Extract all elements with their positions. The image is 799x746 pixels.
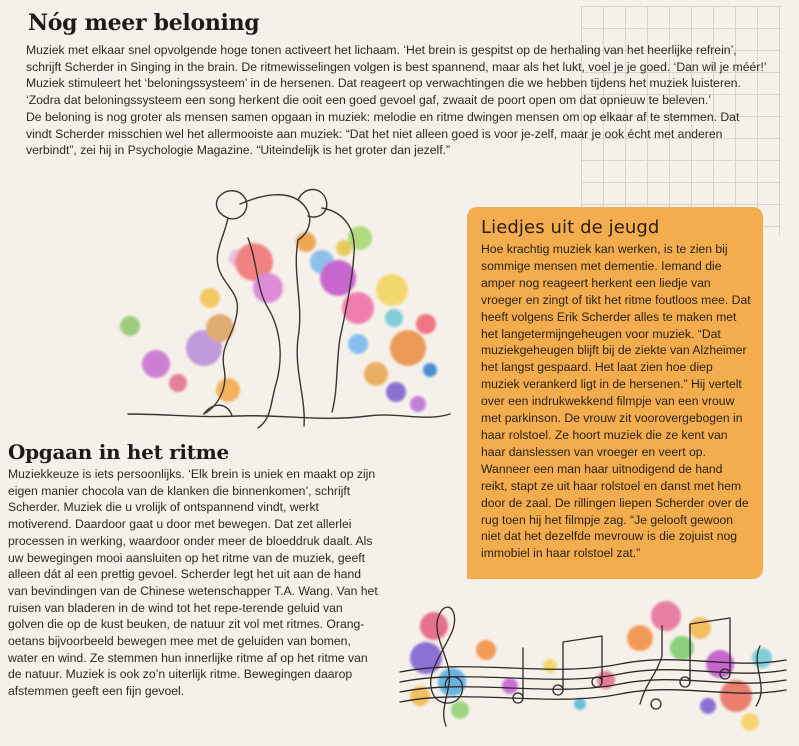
- dancing-couple-illustration: [108, 178, 453, 443]
- heading-opgaan-in-het-ritme: Opgaan in het ritme: [8, 440, 229, 464]
- music-notes-illustration: [390, 586, 790, 746]
- body-text-ritme: Muziekkeuze is iets persoonlijks. ‘Elk brein is uniek en maakt op zijn eigen manier chocola van de klanken die binnenkomen’, schrijft Scherder. Muziek die u vrolijk of ontspannend vindt, werkt motiverend. Daardoor gaat u door met bewegen. Dat zet allerlei processen in werking, waardoor onder meer de bloeddruk daalt. Als uw bewegingen mooi aansluiten op het ritme van de muziek, geeft alleen dát al een prettig gevoel. Scherder legt het uit aan de hand van bevindingen van de Chinese wetenschapper T.A. Wang. Van het ruisen van bladeren in de wind tot het repe-terende geluid van golven die op de kust beuken, de natuur zit vol met ritmes. Orang-oetans bijvoorbeeld bewegen mee met de geluiden van bomen, water en wind. Ze stemmen hun innerlijke ritme af op het ritme van de natuur. Muziek is ook zo’n uiterlijk ritme. Bewegingen daarop afstemmen geeft een fijn gevoel.: [8, 467, 378, 699]
- paragraph-beloning-2: De beloning is nog groter als mensen samen opgaan in muziek: melodie en ritme dwingen mensen om op elkaar af te stemmen. Dat vindt Scherder misschien wel het allermooiste aan muziek: “Dat het niet alleen goed is voor je-zelf, maar je ook écht met anderen verbindt”, zei hij in Psychologie Magazine. “Uiteindelijk is het groter dan jezelf.”: [26, 109, 740, 158]
- heading-nog-meer-beloning: Nóg meer beloning: [28, 10, 260, 36]
- body-text-beloning: [26, 42, 766, 159]
- callout-text: Hoe krachtig muziek kan werken, is te zien bij sommige mensen met dementie. Iemand die amper nog reageert herkent een liedje van vroeger en zingt of tikt het ritme foutloos mee. Dat heeft volgens Erik Scherder alles te maken met het langetermijngeheugen voor muziek. “Dat muziekgeheugen blijft bij de ziekte van Alzheimer het langst gespaard. Het laat zien hoe diep muziek verankerd ligt in de hersenen.” Hij vertelt over een indrukwekkend filmpje van een vrouw met parkinson. De vrouw zit voorovergebogen in haar rolstoel. Ze hoort muziek die ze kent van haar danslessen van vroeger en veert op. Wanneer een man haar uitnodigend de hand reikt, stapt ze uit haar rolstoel en danst met hem door de zaal. De rillingen liepen Scherder over de rug toen hij het filmpje zag. “Je gelooft gewoon niet dat het dezelfde mevrouw is die zojuist nog immobiel in haar rolstoel zat.”: [481, 242, 751, 561]
- callout-heading: Liedjes uit de jeugd: [481, 217, 660, 238]
- callout-liedjes-uit-de-jeugd: [467, 207, 763, 579]
- paragraph-beloning-1: Muziek met elkaar snel opvolgende hoge tonen activeert het lichaam. ‘Het brein is gespitst op de herhaling van het heerlijke refrein’, schrijft Scherder in Singing in the brain. De ritmewisselingen volgen is best spannend, maar als het lukt, voel je je goed. ‘Dan wil je méér!’ Muziek stimuleert het ‘beloningssysteem’ in de hersenen. Dat reageert op verwachtingen die we hebben tijdens het muziek luisteren. ‘Zodra dat beloningssysteem een song herkent die ooit een goed gevoel gaf, zwaait de poort open om dat opnieuw te beleven.’: [26, 43, 766, 108]
